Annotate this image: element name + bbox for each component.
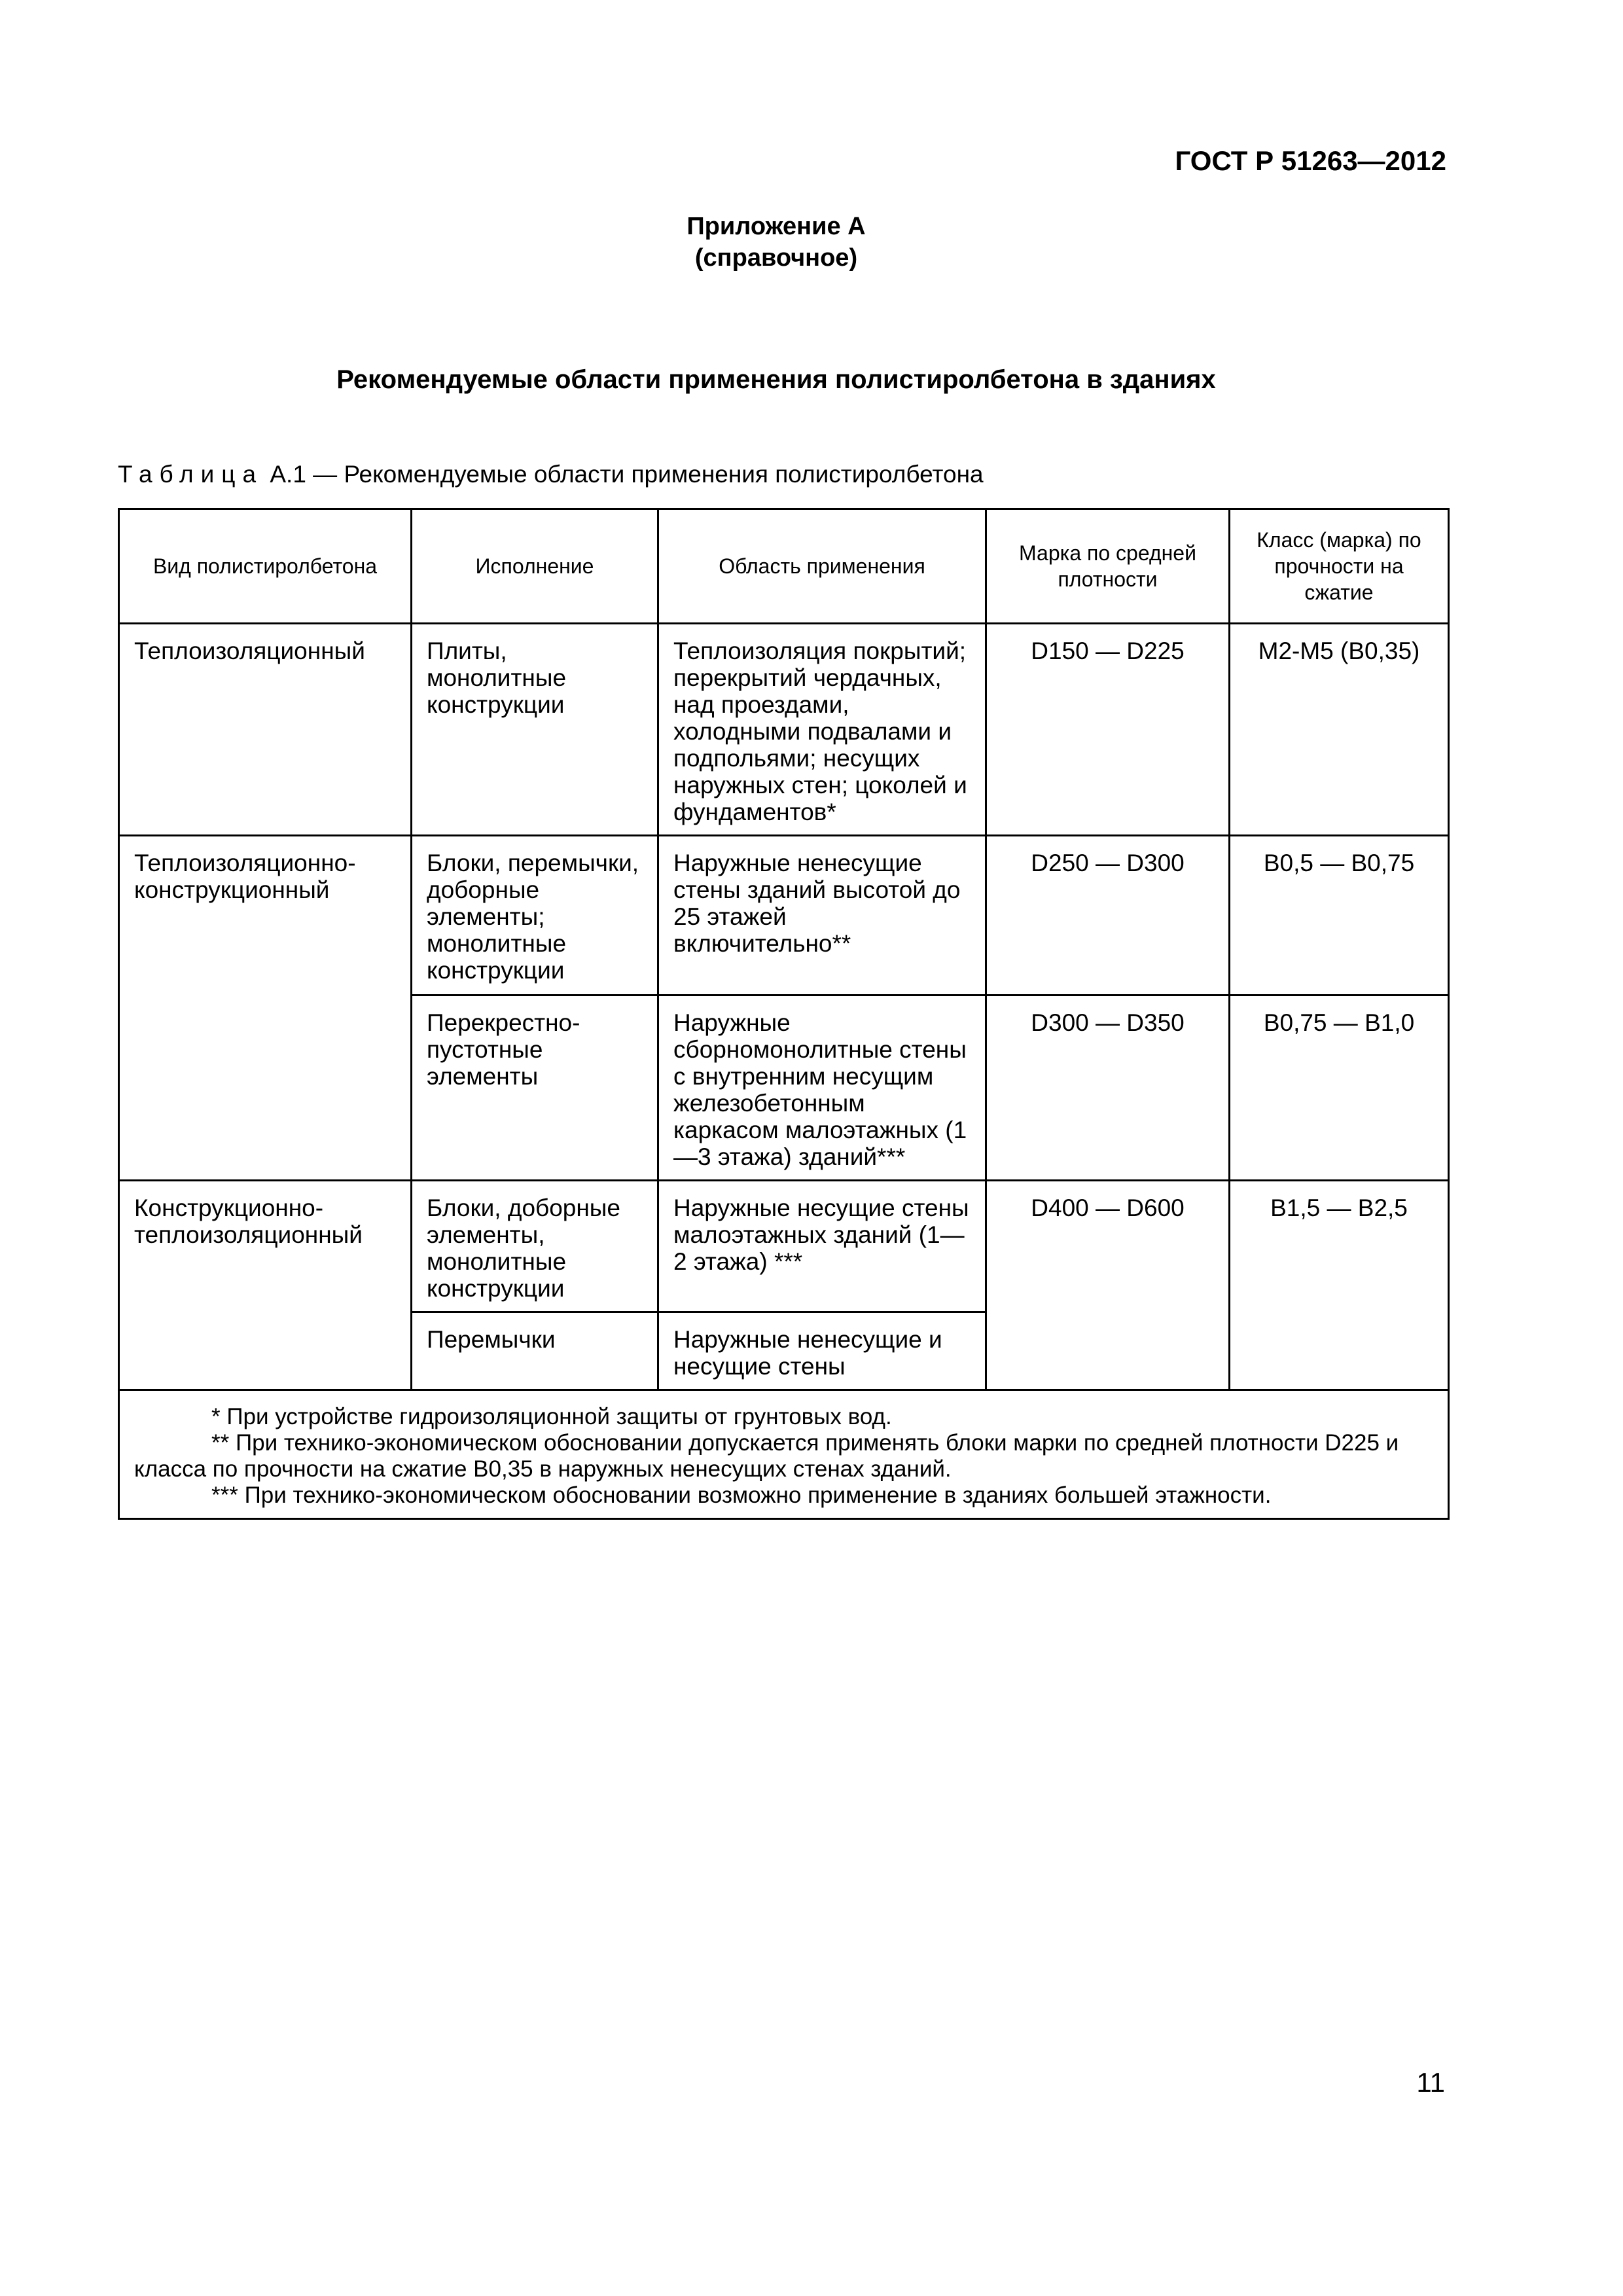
table-header-row [119,509,1449,624]
footnote-2: ** При технико-экономическом обосновании допускается применять блоки марки по средней плотности D225 и класса по прочности на сжатие В0,35 в наружных ненесущих стенах зданий. [134,1430,1399,1482]
page-number: 11 [1416,2067,1445,2098]
cell-application: Наружные ненесущие и несущие стены [658,1312,986,1390]
cell-density: D400 — D600 [986,1181,1230,1390]
section-title: Рекомендуемые области применения полистиролбетона в зданиях [336,365,1216,394]
cell-application: Наружные сборномонолитные стены с внутренним несущим железобетонным каркасом малоэтажных (1—3 этажа) зданий*** [658,996,986,1181]
cell-density: D150 — D225 [986,624,1230,836]
table-caption [118,461,984,488]
footnote-1: * При устройстве гидроизоляционной защиты от грунтовых вод. [211,1404,892,1429]
table-notes [119,1390,1449,1519]
cell-execution: Блоки, доборные элементы, монолитные конструкции [412,1181,658,1312]
standard-number: ГОСТ Р 51263—2012 [1175,145,1446,176]
application-table [118,508,1450,1520]
appendix-title: Приложение А [687,213,866,240]
cell-strength: В1,5 — В2,5 [1230,1181,1449,1390]
header-strength: Класс (марка) по прочности на сжатие [1230,509,1449,624]
table-row [119,836,1449,996]
cell-application: Наружные ненесущие стены зданий высотой до 25 этажей включительно** [658,836,986,996]
appendix-heading [0,211,1552,274]
cell-execution: Перекрестно-пустотные элементы [412,996,658,1181]
table-caption-prefix: Таблица [118,461,264,488]
table-caption-text: А.1 — Рекомендуемые области применения полистиролбетона [263,461,984,488]
cell-execution: Плиты, монолитные конструкции [412,624,658,836]
cell-strength: В0,75 — В1,0 [1230,996,1449,1181]
table-row [119,624,1449,836]
cell-strength: М2-М5 (В0,35) [1230,624,1449,836]
cell-density: D300 — D350 [986,996,1230,1181]
cell-execution: Блоки, перемычки, доборные элементы; монолитные конструкции [412,836,658,996]
header-type: Вид полистиролбетона [119,509,412,624]
footnote-3: *** При технико-экономическом обосновании возможно применение в зданиях большей этажности. [211,1482,1272,1508]
cell-application: Теплоизоляция покрытий; перекрытий чердачных, над проездами, холодными подвалами и подпольями; несущих наружных стен; цоколей и фундаментов* [658,624,986,836]
cell-type: Теплоизоляционно-конструкционный [119,836,412,1181]
cell-execution: Перемычки [412,1312,658,1390]
cell-type: Теплоизоляционный [119,624,412,836]
cell-strength: В0,5 — В0,75 [1230,836,1449,996]
header-density: Марка по средней плотности [986,509,1230,624]
header-execution: Исполнение [412,509,658,624]
cell-type: Конструкционно-теплоизоляционный [119,1181,412,1390]
table-row [119,1181,1449,1312]
appendix-subtitle: (справочное) [694,244,858,272]
cell-density: D250 — D300 [986,836,1230,996]
cell-application: Наружные несущие стены малоэтажных зданий (1—2 этажа) *** [658,1181,986,1312]
table-notes-row [119,1390,1449,1519]
header-application: Область применения [658,509,986,624]
